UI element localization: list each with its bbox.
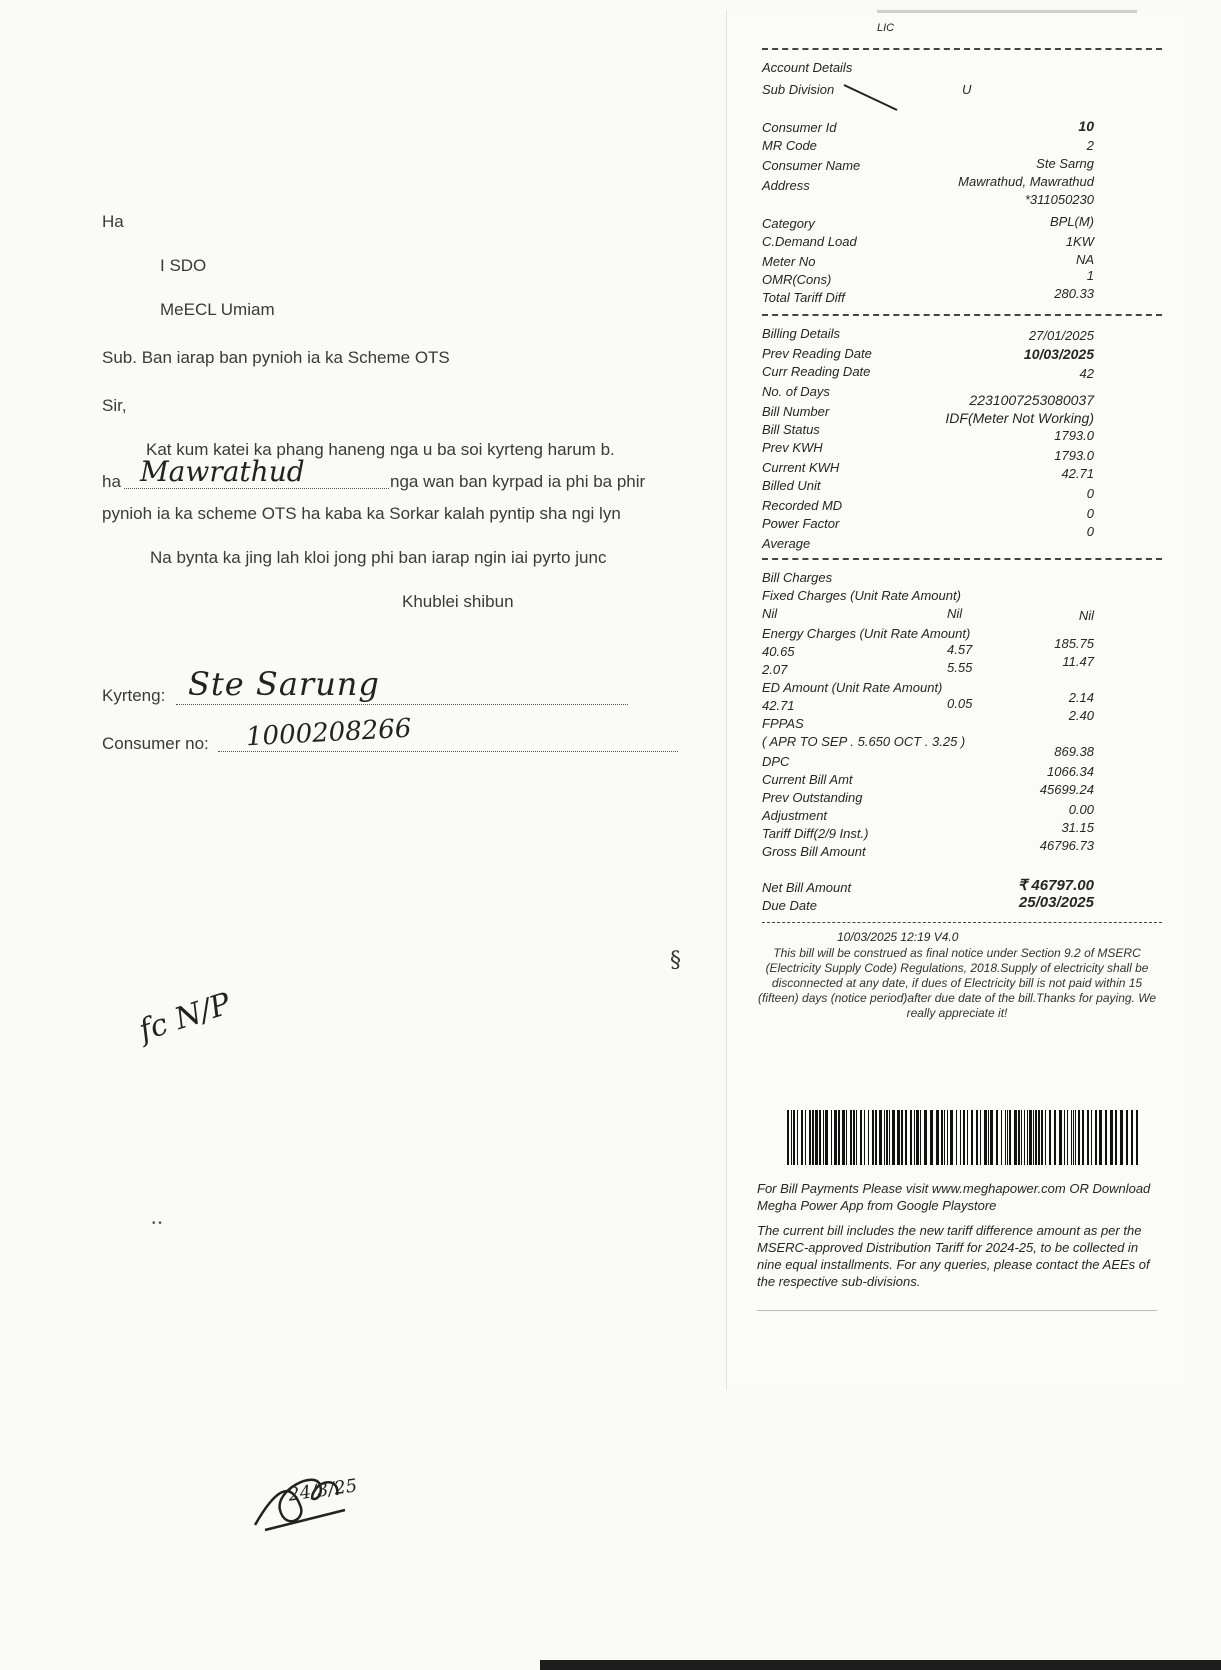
kyrteng-dotted-line	[176, 704, 628, 705]
bill-number-value: 2231007253080037	[969, 392, 1094, 408]
pen-stroke	[842, 80, 902, 120]
sub-division-label: Sub Division	[762, 82, 835, 97]
address-value: Mawrathud, Mawrathud	[958, 174, 1094, 189]
recipient-line-1: I SDO	[160, 256, 207, 275]
barcode-bar	[988, 1110, 989, 1165]
print-timestamp: 10/03/2025 12:19 V4.0	[837, 930, 959, 944]
sub-division-value: U	[962, 82, 972, 97]
barcode-bar	[1041, 1110, 1043, 1165]
no-of-days-value: 42	[1079, 366, 1094, 381]
consumer-name-value: Ste Sarng	[1036, 156, 1094, 171]
barcode-bar	[990, 1110, 993, 1165]
energy-row-1-amount: 185.75	[1054, 636, 1094, 651]
bill-status-label: Bill Status	[762, 422, 820, 437]
barcode-bar	[1131, 1110, 1133, 1165]
barcode-bar	[1064, 1110, 1065, 1165]
barcode-bar	[1014, 1110, 1017, 1165]
consumer-id-label: Consumer Id	[762, 120, 837, 135]
margin-glyph: §	[670, 948, 681, 973]
barcode-bar	[831, 1110, 832, 1165]
billed-unit-label: Billed Unit	[762, 478, 821, 493]
barcode-bar	[823, 1110, 824, 1165]
payment-info: For Bill Payments Please visit www.meghapower.com OR Download Megha Power App from Google Playstore	[757, 1181, 1151, 1213]
barcode-bar	[1045, 1110, 1046, 1165]
barcode-bar	[809, 1110, 811, 1165]
barcode-bar	[1021, 1110, 1022, 1165]
barcode-bar	[850, 1110, 852, 1165]
barcode-bar	[1049, 1110, 1051, 1165]
handwritten-name: Ste Sarung	[188, 665, 380, 703]
meter-no-value: NA	[1075, 252, 1094, 267]
dpc-value: 869.38	[1054, 744, 1094, 759]
barcode-bar	[846, 1110, 847, 1165]
net-bill-amount-label: Net Bill Amount	[762, 880, 852, 895]
gross-bill-amount-label: Gross Bill Amount	[762, 844, 866, 859]
mr-code-value: 2	[1086, 138, 1094, 153]
torn-edge	[877, 10, 1137, 13]
barcode-bar	[892, 1110, 895, 1165]
handwritten-consumer-no: 1000208266	[245, 713, 413, 753]
barcode-bar	[963, 1110, 965, 1165]
place-dotted-line	[124, 488, 389, 489]
subject-line: Sub. Ban iarap ban pynioh ia ka Scheme OTS	[102, 348, 450, 367]
barcode-bar	[920, 1110, 921, 1165]
curr-reading-date-value: 10/03/2025	[1023, 346, 1094, 362]
speck-mark: • •	[152, 1218, 162, 1229]
consumer-dotted-line	[218, 751, 678, 752]
barcode-bar	[879, 1110, 882, 1165]
current-bill-amt-label: Current Bill Amt	[762, 772, 853, 787]
account-details-heading: Account Details	[762, 60, 853, 75]
barcode-bar	[812, 1110, 814, 1165]
barcode-bar	[1110, 1110, 1113, 1165]
barcode-bar	[791, 1110, 792, 1165]
barcode-bar	[950, 1110, 953, 1165]
barcode-bar	[971, 1110, 973, 1165]
divider	[762, 48, 1162, 50]
closing: Khublei shibun	[402, 592, 514, 611]
tariff-diff-inst-value: 31.15	[1061, 820, 1094, 835]
gross-bill-amount-value: 46796.73	[1039, 838, 1094, 853]
barcode-bar	[834, 1110, 837, 1165]
barcode-bar	[860, 1110, 862, 1165]
total-tariff-diff-label: Total Tariff Diff	[762, 290, 845, 305]
barcode-bar	[1001, 1110, 1002, 1165]
tariff-diff-inst-label: Tariff Diff(2/9 Inst.)	[762, 826, 869, 841]
billing-details-heading: Billing Details	[762, 326, 841, 341]
barcode-bar	[967, 1110, 968, 1165]
divider	[762, 558, 1162, 560]
category-label: Category	[762, 216, 815, 231]
net-bill-amount-value: ₹ 46797.00	[1017, 877, 1094, 894]
barcode-bar	[1027, 1110, 1028, 1165]
barcode-bar	[956, 1110, 957, 1165]
receipt-header-fragment: LIC	[877, 22, 895, 34]
para2: Na bynta ka jing lah kloi jong phi ban iarap ngin iai pyrto junc	[150, 548, 607, 567]
barcode-bar	[960, 1110, 961, 1165]
barcode-bar	[1082, 1110, 1084, 1165]
barcode-bar	[914, 1110, 915, 1165]
barcode-bar	[941, 1110, 943, 1165]
barcode-bar	[1009, 1110, 1011, 1165]
barcode-bar	[797, 1110, 798, 1165]
barcode-bar	[838, 1110, 840, 1165]
billed-unit-value: 42.71	[1061, 466, 1094, 481]
barcode-bar	[930, 1110, 933, 1165]
energy-charges-header: Energy Charges (Unit Rate Amount)	[762, 626, 971, 641]
bill-barcode	[787, 1110, 1142, 1165]
total-tariff-diff-value: 280.33	[1054, 286, 1094, 301]
receipt-bottom-edge	[757, 1310, 1157, 1311]
barcode-bar	[793, 1110, 795, 1165]
fppas-note: ( APR TO SEP . 5.650 OCT . 3.25 )	[762, 734, 966, 749]
barcode-bar	[1071, 1110, 1072, 1165]
barcode-bar	[805, 1110, 806, 1165]
barcode-bar	[1126, 1110, 1128, 1165]
handwritten-place: Mawrathud	[140, 455, 305, 488]
barcode-bar	[819, 1110, 821, 1165]
category-value: BPL(M)	[1049, 214, 1094, 229]
bill-number-label: Bill Number	[762, 404, 830, 419]
energy-row-2-amount: 11.47	[1062, 654, 1094, 669]
adjustment-value: 0.00	[1068, 802, 1094, 817]
energy-row-2-unit: 2.07	[762, 662, 788, 677]
barcode-bar	[1115, 1110, 1117, 1165]
barcode-bar	[980, 1110, 981, 1165]
barcode-bar	[1136, 1110, 1138, 1165]
bill-status-value: IDF(Meter Not Working)	[945, 410, 1094, 426]
tariff-info: The current bill includes the new tariff difference amount as per the MSERC-approved Distribution Tariff for 2024-25, to be collected in nine equal installments. For any queries, please contact the AEEs of the respective sub-divisions.	[757, 1223, 1150, 1289]
mr-code-label: MR Code	[762, 138, 817, 153]
barcode-bar	[787, 1110, 789, 1165]
barcode-bar	[886, 1110, 888, 1165]
recipient-line-2: MeECL Umiam	[160, 300, 275, 319]
barcode-bar	[1073, 1110, 1074, 1165]
curr-reading-date-label: Curr Reading Date	[762, 364, 871, 379]
power-factor-label: Power Factor	[762, 516, 840, 531]
demand-load-value: 1KW	[1065, 234, 1094, 249]
barcode-bar	[1095, 1110, 1097, 1165]
prev-kwh-value: 1793.0	[1054, 428, 1094, 443]
power-factor-value: 0	[1086, 506, 1094, 521]
fppas-value: 2.40	[1068, 708, 1094, 723]
divider	[762, 922, 1162, 923]
prev-reading-date-label: Prev Reading Date	[762, 346, 872, 361]
barcode-bar	[1059, 1110, 1062, 1165]
barcode-bar	[910, 1110, 912, 1165]
signature-date: 24/3/25	[286, 1475, 359, 1506]
address-code: *311050230	[1024, 192, 1094, 207]
fixed-rate: Nil	[947, 606, 963, 621]
barcode-bar	[936, 1110, 939, 1165]
barcode-bar	[1099, 1110, 1102, 1165]
no-of-days-label: No. of Days	[762, 384, 830, 399]
barcode-bar	[864, 1110, 865, 1165]
consumer-no-label: Consumer no:	[102, 734, 209, 753]
para1-ha: ha	[102, 472, 121, 491]
dpc-label: DPC	[762, 754, 790, 769]
barcode-bar	[872, 1110, 874, 1165]
consumer-name-label: Consumer Name	[762, 158, 861, 173]
recorded-md-value: 0	[1086, 486, 1094, 501]
consumer-id-value: 10	[1078, 118, 1094, 134]
barcode-bar	[984, 1110, 987, 1165]
address-label: Address	[762, 178, 810, 193]
barcode-bar	[1007, 1110, 1008, 1165]
demand-load-label: C.Demand Load	[762, 234, 857, 249]
greeting-to: Ha	[102, 212, 124, 231]
omr-value: 1	[1086, 268, 1094, 283]
barcode-bar	[1033, 1110, 1034, 1165]
ed-amount: 2.14	[1068, 690, 1094, 705]
kyrteng-label: Kyrteng:	[102, 686, 166, 705]
average-label: Average	[762, 536, 811, 551]
barcode-bar	[856, 1110, 857, 1165]
barcode-bar	[1038, 1110, 1040, 1165]
prev-kwh-label: Prev KWH	[762, 440, 823, 455]
meter-no-label: Meter No	[762, 254, 816, 269]
electricity-bill-receipt	[726, 10, 1189, 1390]
disconnection-notice: This bill will be construed as final notice under Section 9.2 of MSERC (Electricity Supply Code) Regulations, 2018.Supply of electricity shall be disconnected at any date, if dues of Electricity bill is not paid within 15 (fifteen) days (notice period)after due date of the bill.Thanks for paying. We really appreciate it!	[758, 946, 1156, 1020]
energy-row-1-rate: 4.57	[947, 642, 973, 657]
average-value: 0	[1086, 524, 1094, 539]
bill-charges-heading: Bill Charges	[762, 570, 833, 585]
barcode-bar	[905, 1110, 907, 1165]
barcode-bar	[1105, 1110, 1107, 1165]
fixed-amount: Nil	[1078, 608, 1094, 623]
barcode-bar	[916, 1110, 919, 1165]
barcode-bar	[901, 1110, 903, 1165]
barcode-bar	[1067, 1110, 1068, 1165]
prev-outstanding-value: 45699.24	[1039, 782, 1094, 797]
barcode-bar	[1005, 1110, 1006, 1165]
ed-rate: 0.05	[947, 696, 973, 711]
fixed-charges-header: Fixed Charges (Unit Rate Amount)	[762, 588, 961, 603]
energy-row-2-rate: 5.55	[947, 660, 973, 675]
barcode-bar	[1087, 1110, 1089, 1165]
barcode-bar	[1091, 1110, 1092, 1165]
fixed-unit: Nil	[762, 606, 778, 621]
barcode-bar	[996, 1110, 998, 1165]
scan-edge-shadow	[540, 1660, 1221, 1670]
barcode-bar	[884, 1110, 885, 1165]
barcode-bar	[924, 1110, 927, 1165]
ed-header: ED Amount (Unit Rate Amount)	[762, 680, 943, 695]
energy-row-1-unit: 40.65	[762, 644, 795, 659]
barcode-bar	[815, 1110, 818, 1165]
due-date-label: Due Date	[762, 898, 817, 913]
adjustment-label: Adjustment	[762, 808, 828, 823]
barcode-bar	[1024, 1110, 1025, 1165]
para1-line3: pynioh ia ka scheme OTS ha kaba ka Sorkar kalah pyntip sha ngi lyn	[102, 504, 621, 523]
barcode-bar	[875, 1110, 877, 1165]
current-kwh-label: Current KWH	[762, 460, 840, 475]
barcode-bar	[842, 1110, 845, 1165]
current-bill-amt-value: 1066.34	[1047, 764, 1094, 779]
divider	[762, 314, 1162, 316]
fppas-label: FPPAS	[762, 716, 804, 731]
barcode-bar	[1120, 1110, 1123, 1165]
barcode-bar	[1035, 1110, 1037, 1165]
barcode-bar	[868, 1110, 869, 1165]
barcode-bar	[976, 1110, 978, 1165]
ed-unit: 42.71	[762, 698, 795, 713]
para1-line1: Kat kum katei ka phang haneng nga u ba soi kyrteng harum b.	[146, 440, 615, 459]
due-date-value: 25/03/2025	[1018, 894, 1094, 911]
barcode-bar	[1018, 1110, 1020, 1165]
barcode-bar	[897, 1110, 900, 1165]
margin-note: fc N/P	[134, 986, 236, 1049]
barcode-bar	[1054, 1110, 1056, 1165]
current-kwh-value: 1793.0	[1054, 448, 1094, 463]
prev-outstanding-label: Prev Outstanding	[762, 790, 863, 805]
para1-line2-rest: nga wan ban kyrpad ia phi ba phir	[390, 472, 646, 491]
barcode-bar	[825, 1110, 828, 1165]
barcode-bar	[1029, 1110, 1032, 1165]
omr-label: OMR(Cons)	[762, 272, 832, 287]
barcode-bar	[801, 1110, 803, 1165]
barcode-bar	[889, 1110, 890, 1165]
recorded-md-label: Recorded MD	[762, 498, 843, 513]
barcode-bar	[1078, 1110, 1080, 1165]
barcode-bar	[853, 1110, 855, 1165]
salutation: Sir,	[102, 396, 127, 415]
barcode-bar	[947, 1110, 948, 1165]
barcode-bar	[1075, 1110, 1076, 1165]
barcode-bar	[944, 1110, 945, 1165]
prev-reading-date-value: 27/01/2025	[1028, 328, 1094, 343]
